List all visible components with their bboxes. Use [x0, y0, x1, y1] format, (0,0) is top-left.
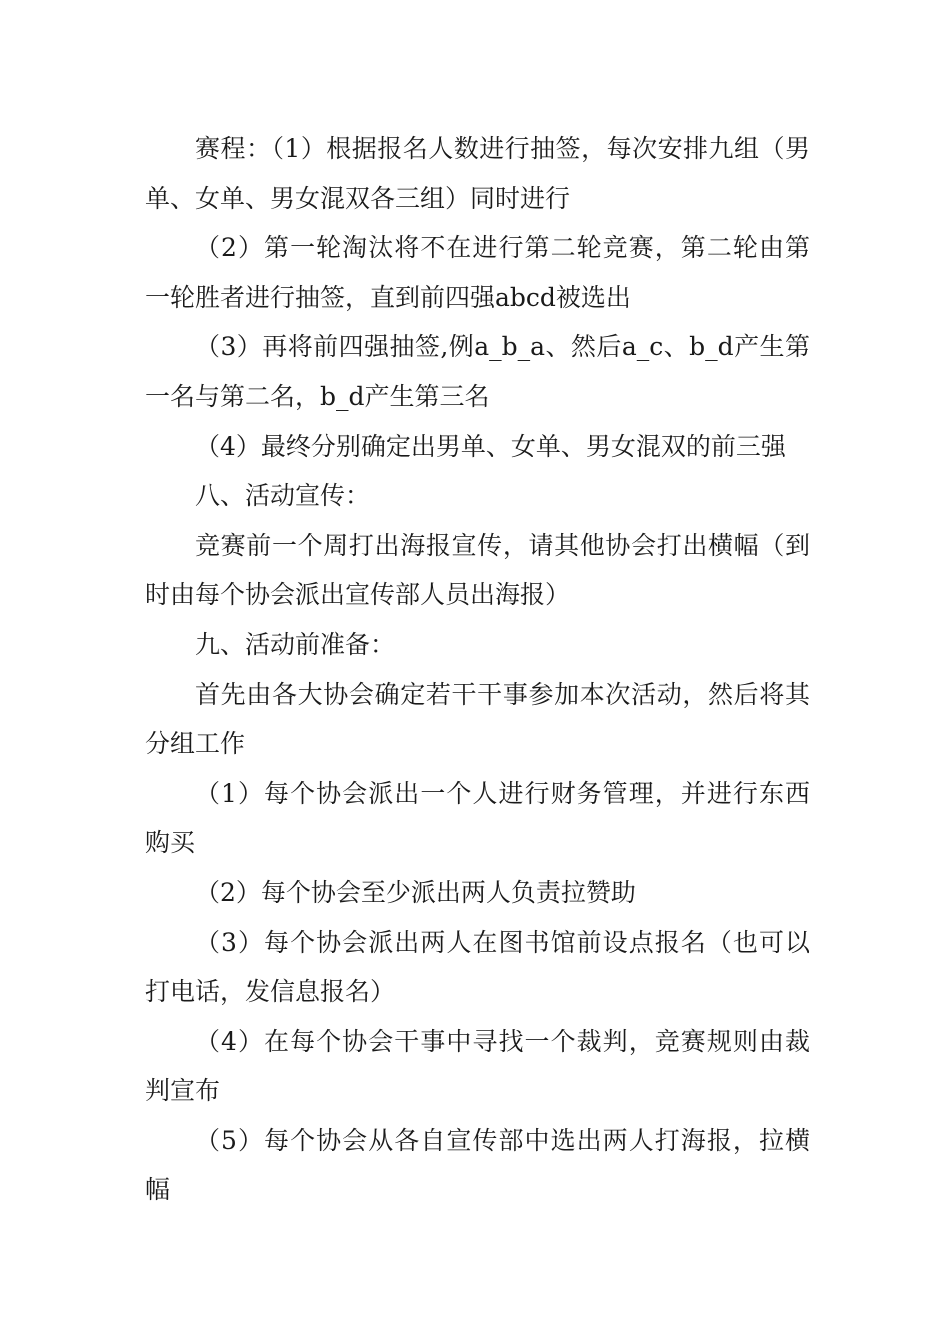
- preparation-item-5: （5）每个协会从各自宣传部中选出两人打海报，拉横幅: [145, 1125, 810, 1205]
- section-heading-preparation: 九、活动前准备：: [195, 629, 396, 659]
- promotion-paragraph: 竞赛前一个周打出海报宣传，请其他协会打出横幅（到时由每个协会派出宣传部人员出海报）: [145, 530, 810, 610]
- section-heading-promotion: 八、活动宣传：: [195, 481, 371, 511]
- schedule-item-2: （2）第一轮淘汰将不在进行第二轮竞赛，第二轮由第一轮胜者进行抽签，直到前四强abcd被选出: [145, 233, 810, 312]
- schedule-item-3: （3）再将前四强抽签,例a_b_a、然后a_c、b_d产生第一名与第二名，b_d产生第三名: [145, 332, 810, 411]
- document-body: [145, 124, 810, 1215]
- preparation-item-1: （1）每个协会派出一个人进行财务管理，并进行东西购买: [145, 778, 810, 858]
- preparation-item-2: （2）每个协会至少派出两人负责拉赞助: [195, 877, 636, 907]
- preparation-intro: 首先由各大协会确定若干干事参加本次活动，然后将其分组工作: [145, 679, 810, 759]
- schedule-paragraph: 赛程：（1）根据报名人数进行抽签，每次安排九组（男单、女单、男女混双各三组）同时进行: [145, 134, 810, 213]
- preparation-item-4: （4）在每个协会干事中寻找一个裁判，竞赛规则由裁判宣布: [145, 1026, 810, 1106]
- preparation-item-3: （3）每个协会派出两人在图书馆前设点报名（也可以打电话，发信息报名）: [145, 927, 810, 1007]
- schedule-item-4: （4）最终分别确定出男单、女单、男女混双的前三强: [195, 431, 786, 461]
